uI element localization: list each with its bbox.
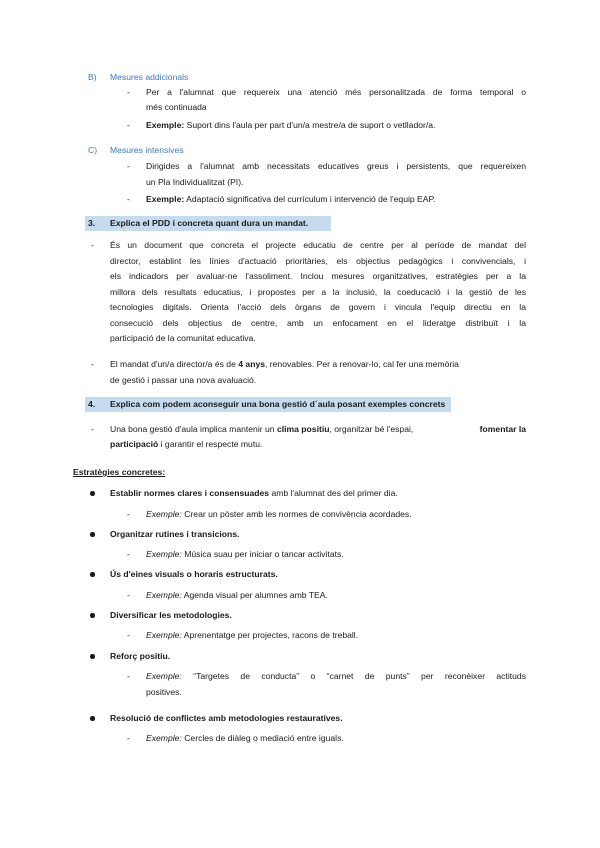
strategy-example xyxy=(146,589,328,601)
strategy-title: Organitzar rutines i transicions. xyxy=(110,529,240,539)
strategy-rest: amb l'alumnat des del primer dia. xyxy=(269,488,398,498)
bullet-dot xyxy=(90,716,95,721)
q4-foster-participation: fomentar la xyxy=(479,424,526,434)
section-b-example xyxy=(146,119,435,131)
strategies-heading-text: Estratègies concretes: xyxy=(73,467,166,477)
q4-p1-line2 xyxy=(110,438,262,450)
section-b-title: Mesures addicionals xyxy=(110,72,189,82)
example-text: Crear un pòster amb les normes de convivència acordades. xyxy=(181,509,412,519)
example-label: Exemple: xyxy=(146,630,182,640)
example-label: Exemple: xyxy=(146,194,185,204)
bullet-dash: - xyxy=(91,240,94,250)
q4-p1-line1 xyxy=(110,423,526,435)
q3-p1-line: director, establint les línies d'actuació prioritàries, els objectius pedagògics i convivencials, i xyxy=(110,256,526,266)
q3-mandate-duration: 4 anys xyxy=(238,359,266,369)
strategy-example xyxy=(146,629,358,641)
strategy-item xyxy=(110,609,232,621)
q3-number: 3. xyxy=(88,218,96,228)
strategy-title: Establir normes clares i consensuades xyxy=(110,488,270,498)
bullet-dash: - xyxy=(127,161,130,171)
example-label: Exemple: xyxy=(146,549,182,559)
strategy-example xyxy=(146,548,344,560)
q3-p2-line1 xyxy=(110,358,459,370)
bullet-dash: - xyxy=(91,424,94,434)
strategy-item xyxy=(110,568,278,580)
q4-positive-climate: clima positiu xyxy=(276,424,330,434)
strategy-example xyxy=(146,732,344,744)
q3-p1-line: tecnologies digitals. Orienta l'acció dels òrgans de govern i vincula l'equip directiu en la xyxy=(110,302,526,312)
q3-p1-line: participació de la comunitat educativa. xyxy=(110,333,256,343)
example-text: Música suau per iniciar o tancar activitats. xyxy=(181,549,344,559)
strategy-item xyxy=(110,528,239,540)
strategies-heading xyxy=(73,465,165,479)
bullet-dot xyxy=(90,613,95,618)
example-text: Suport dins l'aula per part d'un/a mestre/a de suport o vetllador/a. xyxy=(184,120,436,130)
strategy-item xyxy=(110,650,170,662)
q3-p2-text: El mandat d'un/a director/a és de xyxy=(110,359,239,369)
q3-p1-line: millora dels resultats educatius, i propostes per a la inclusió, la coeducació i la gestió de les xyxy=(110,287,526,297)
example-text: Aprenentatge per projectes, racons de treball. xyxy=(181,630,359,640)
strategy-title: Diversificar les metodologies. xyxy=(110,610,232,620)
example-text: Cercles de diàleg o mediació entre iguals. xyxy=(181,733,344,743)
bullet-dash: - xyxy=(127,194,130,204)
strategy-title: Resolució de conflictes amb metodologies restauratives. xyxy=(110,713,343,723)
section-b-item1-line1: Per a l'alumnat que requereix una atenció més personalitzada de forma temporal o xyxy=(146,87,526,97)
q3-p1-line: consecució dels objectius de centre, amb un enfocament en el lideratge distribuït i la xyxy=(110,318,526,328)
bullet-dash: - xyxy=(127,590,130,600)
q4-p1-part: , organitzar bé l'espai, xyxy=(329,424,414,434)
section-b-label: B) xyxy=(88,72,97,82)
strategy-example xyxy=(146,508,412,520)
example-label: Exemple: xyxy=(146,120,185,130)
section-c-example xyxy=(146,193,436,205)
example-label: Exemple: xyxy=(146,733,182,743)
section-c-item1-line1: Dirigides a l'alumnat amb necessitats educatives greus i persistents, que requereixen xyxy=(146,161,526,171)
strategy-example-line2: positives. xyxy=(146,687,182,697)
strategy-title: Ús d'eines visuals o horaris estructurats. xyxy=(110,569,278,579)
q4-participation: participació xyxy=(110,439,159,449)
section-c-label: C) xyxy=(88,145,98,155)
q4-title: Explica com podem aconseguir una bona gestió d´aula posant exemples concrets xyxy=(110,399,446,409)
bullet-dash: - xyxy=(127,671,130,681)
strategy-title: Reforç positiu. xyxy=(110,651,171,661)
q4-p1-part: i garantir el respecte mutu. xyxy=(158,439,263,449)
q3-title: Explica el PDD i concreta quant dura un mandat. xyxy=(110,218,309,228)
bullet-dash: - xyxy=(91,359,94,369)
example-label: Exemple: xyxy=(146,671,182,681)
bullet-dash: - xyxy=(127,509,130,519)
example-text: “Targetes de conducta” o “carnet de punts” per reconèixer actituds xyxy=(181,671,526,681)
example-text: Adaptació significativa del currículum i intervenció de l'equip EAP. xyxy=(184,194,436,204)
bullet-dot xyxy=(90,572,95,577)
q4-p1-text xyxy=(110,423,413,435)
bullet-dot xyxy=(90,532,95,537)
q4-number: 4. xyxy=(88,399,96,409)
example-label: Exemple: xyxy=(146,509,182,519)
q3-p2-line2: de gestió i passar una nova avaluació. xyxy=(110,375,257,385)
example-text: Agenda visual per alumnes amb TEA. xyxy=(181,590,328,600)
strategy-example xyxy=(146,670,526,682)
strategy-item xyxy=(110,487,398,499)
section-c-title: Mesures intensives xyxy=(110,145,184,155)
section-b-item1-line2: més continuada xyxy=(146,102,207,112)
q4-p1-part: Una bona gestió d'aula implica mantenir un xyxy=(110,424,277,434)
q3-p1-line: És un document que concreta el projecte educatiu de centre per al període de mandat del xyxy=(110,240,526,250)
bullet-dash: - xyxy=(127,630,130,640)
section-c-item1-line2: un Pla Individualitzat (PI). xyxy=(146,177,244,187)
bullet-dash: - xyxy=(127,733,130,743)
bullet-dash: - xyxy=(127,120,130,130)
bullet-dash: - xyxy=(127,87,130,97)
bullet-dash: - xyxy=(127,549,130,559)
bullet-dot xyxy=(90,654,95,659)
q3-p2-text: , renovables. Per a renovar-lo, cal fer una memòria xyxy=(265,359,459,369)
q3-p1-line: els indicadors per avaluar-ne l'assoliment. Inclou mesures organitzatives, estratègies per a la xyxy=(110,271,526,281)
strategy-item xyxy=(110,712,343,724)
example-label: Exemple: xyxy=(146,590,182,600)
bullet-dot xyxy=(90,491,95,496)
